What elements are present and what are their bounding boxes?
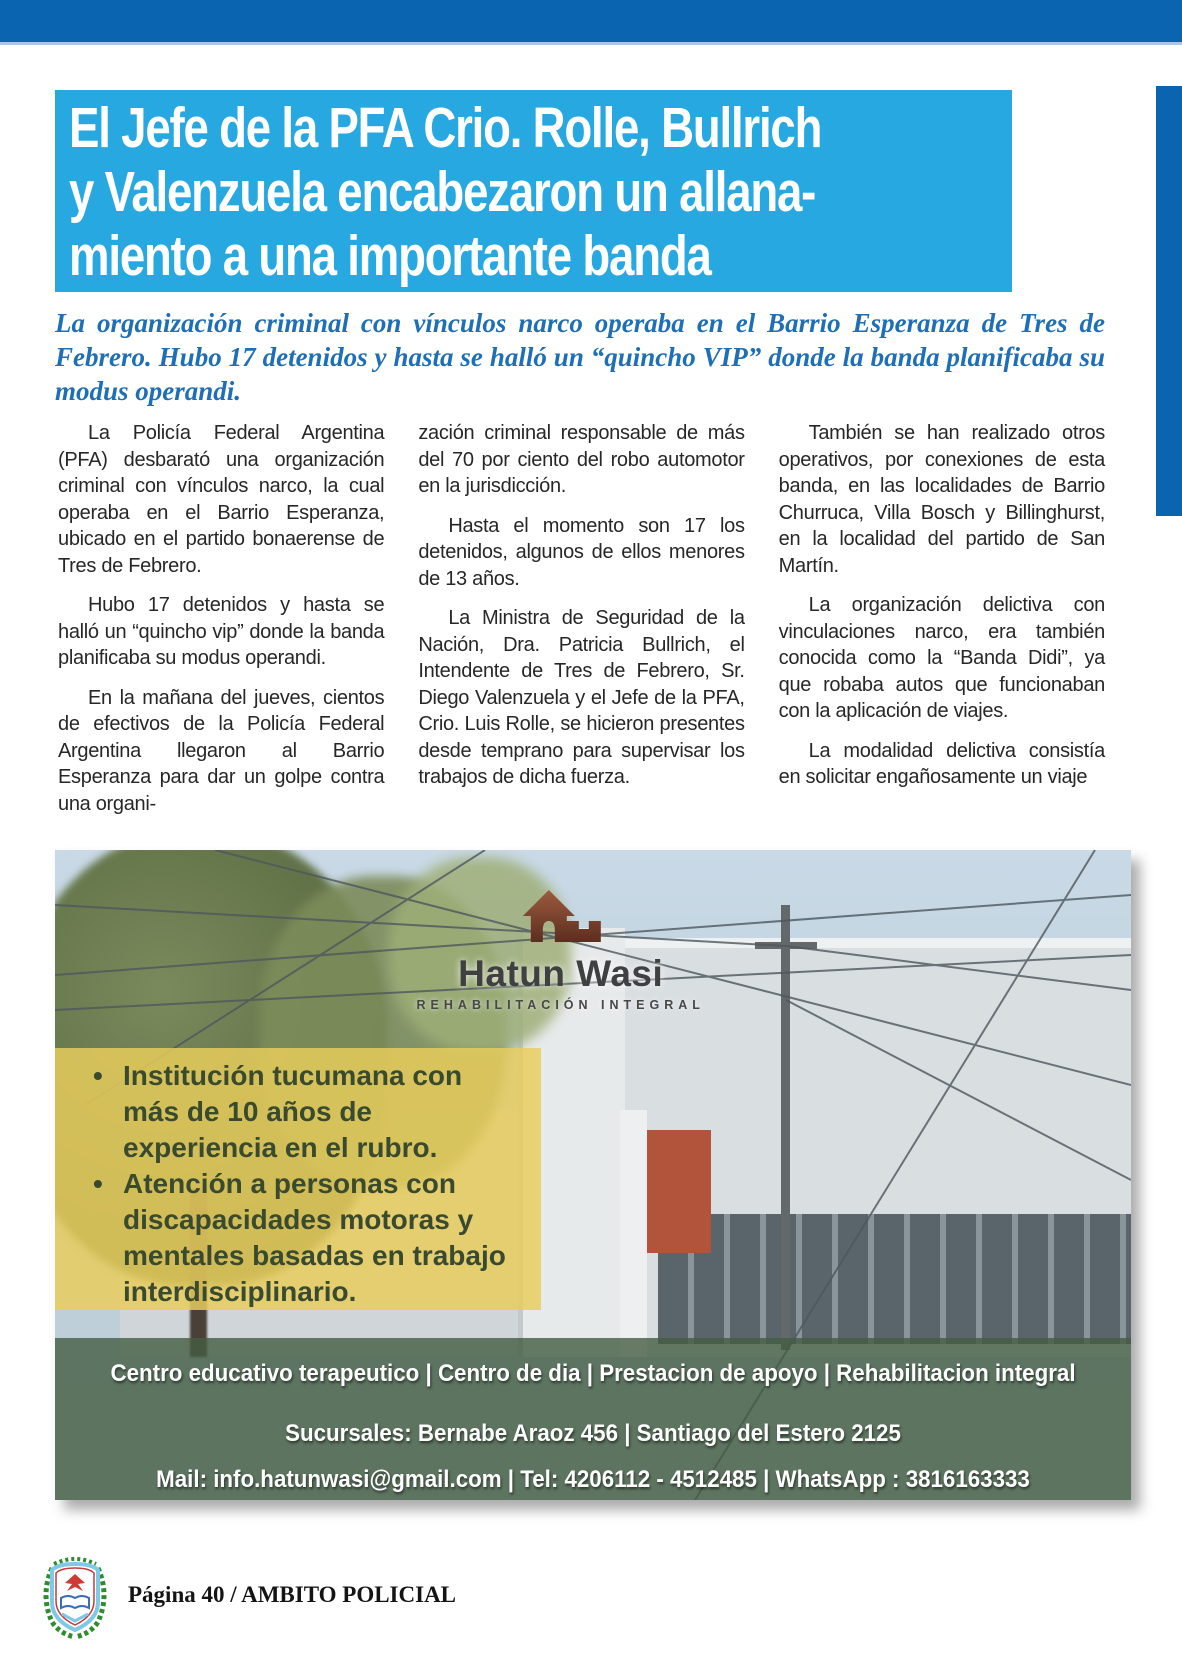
headline-line-3: miento a una importante banda <box>69 224 711 288</box>
footer-page-label: Página 40 / AMBITO POLICIAL <box>128 1582 457 1607</box>
paragraph: Hubo 17 detenidos y hasta se halló un “quincho vip” donde la banda planificaba su modus operandi. <box>58 594 385 669</box>
ad-highlight-box <box>55 1048 541 1310</box>
body-column-3 <box>779 420 1105 830</box>
house-icon <box>519 888 603 944</box>
paragraph: La Ministra de Seguridad de la Nación, Dra. Patricia Bullrich, el Intendente de Tres de Febrero, Sr. Diego Valenzuela y el Jefe de la PFA, Crio. Luis Rolle, se hicieron presentes desde temprano para supervisar los trabajos de dicha fuerza. <box>418 607 745 788</box>
top-blue-bar <box>0 0 1182 45</box>
body-column-2 <box>418 420 744 830</box>
contact-line: Mail: info.hatunwasi@gmail.com | Tel: 4206112 - 4512485 | WhatsApp : 3816163333 <box>156 1466 1030 1493</box>
page-footer <box>38 1550 456 1640</box>
hatun-wasi-advertisement <box>55 850 1131 1500</box>
paragraph: La Policía Federal Argentina (PFA) desbarató una organización criminal con vínculos narco, la cual operaba en el Barrio Esperanza, ubicado en el partido bonaerense de Tres de Febrero. <box>58 422 385 577</box>
paragraph: Hasta el momento son 17 los detenidos, algunos de ellos menores de 13 años. <box>418 514 745 590</box>
ad-info-band <box>55 1338 1131 1500</box>
paragraph: La modalidad delictiva consistía en solicitar engañosamente un viaje <box>778 739 1105 788</box>
bullet-item: • Institución tucumana con más de 10 años de experiencia en el rubro. <box>89 1058 523 1166</box>
brand-tagline: REHABILITACIÓN INTEGRAL <box>416 998 705 1012</box>
paragraph: La organización delictiva con vinculaciones narco, era también conocida como la “Banda Didi”, ya que robaba autos que funcionaban con la aplicación de viajes. <box>778 594 1105 722</box>
paragraph: zación criminal responsable de más del 70 por ciento del robo automotor en la jurisdicción. <box>418 422 745 497</box>
body-column-1 <box>58 420 384 830</box>
services-line: Centro educativo terapeutico | Centro de dia | Prestacion de apoyo | Rehabilitacion integral <box>110 1360 1076 1387</box>
paragraph: En la mañana del jueves, cientos de efectivos de la Policía Federal Argentina llegaron al Barrio Esperanza para dar un golpe contra una organi- <box>58 686 385 815</box>
article-body <box>58 420 1105 830</box>
ambito-policial-crest-icon <box>38 1550 112 1640</box>
headline-line-2: y Valenzuela encabezaron un allana- <box>69 160 816 224</box>
headline-line-1: El Jefe de la PFA Crio. Rolle, Bullrich <box>69 96 822 160</box>
paragraph: También se han realizado otros operativos, por conexiones de esta banda, en las localidades de Barrio Churruca, Villa Bosch y Billinghurst, en la localidad del partido de San Martín. <box>778 422 1105 577</box>
article-lede: La organización criminal con vínculos narco operaba en el Barrio Esperanza de Tres de Febrero. Hubo 17 detenidos y hasta se halló un “quincho VIP” donde la banda planificaba su modus operandi. <box>55 308 1105 406</box>
right-blue-accent-bar <box>1156 86 1182 516</box>
branches-line: Sucursales: Bernabe Araoz 456 | Santiago del Estero 2125 <box>285 1420 901 1447</box>
brand-name: Hatun Wasi <box>458 953 664 994</box>
ad-bullet-list <box>89 1058 523 1310</box>
hatun-wasi-logo <box>417 888 705 1012</box>
headline-box <box>55 90 1012 292</box>
bullet-item: • Atención a personas con discapacidades motoras y mentales basadas en trabajo interdisciplinario. <box>89 1166 523 1310</box>
